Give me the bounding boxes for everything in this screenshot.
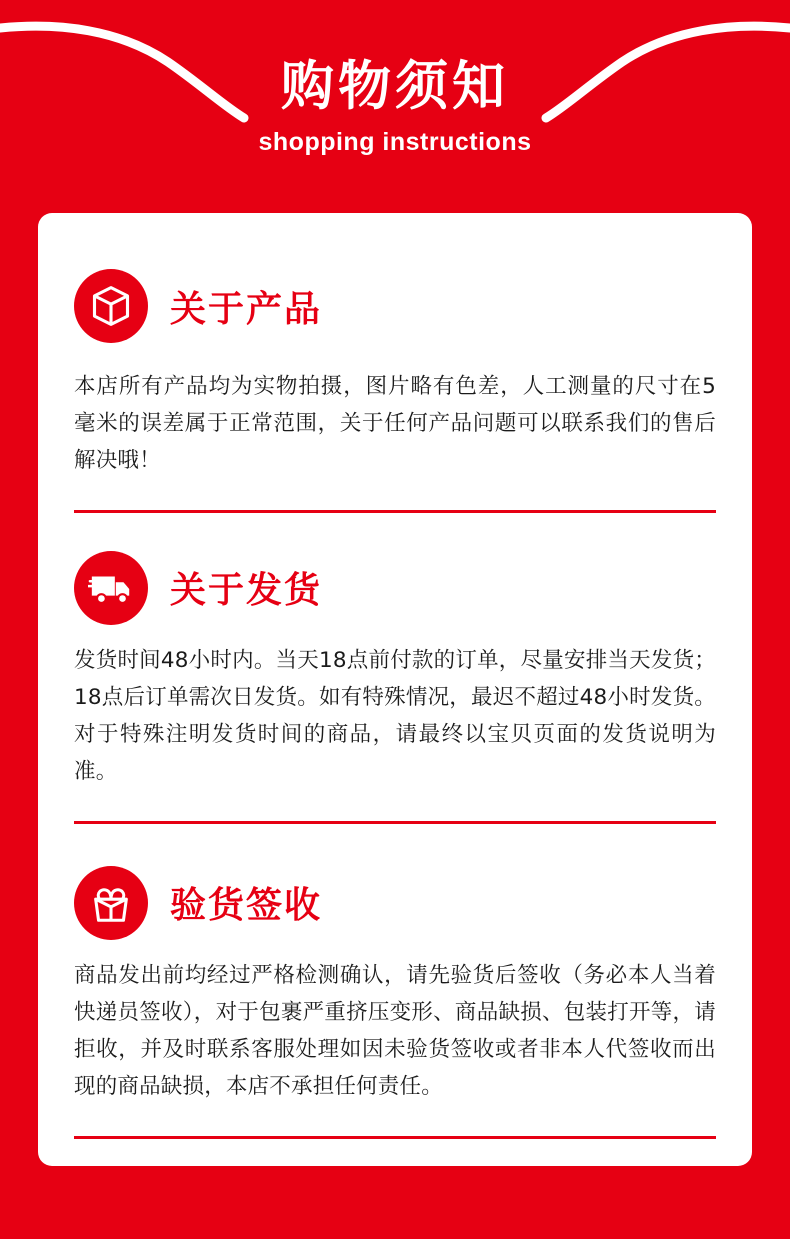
section-inspection-body: 商品发出前均经过严格检测确认，请先验货后签收（务必本人当着快递员签收），对于包裹严重挤压变形、商品缺损、包装打开等，请拒收，并及时联系客服处理如因未验货签收或者非本人代签收而出现的商品缺损，本店不承担任何责任。 bbox=[74, 962, 716, 1099]
section-inspection-header bbox=[74, 866, 716, 940]
section-inspection-title: 验货签收 bbox=[170, 885, 323, 927]
section-shipping-title: 关于发货 bbox=[170, 570, 323, 612]
section-shipping-header bbox=[74, 551, 716, 625]
instructions-card bbox=[38, 213, 752, 1166]
section-shipping-body: 发货时间48小时内。当天18点前付款的订单，尽量安排当天发货；18点后订单需次日发货。如有特殊情况，最迟不超过48小时发货。对于特殊注明发货时间的商品，请最终以宝贝页面的发货说明为准。 bbox=[74, 647, 716, 784]
section-product-header bbox=[74, 269, 716, 343]
truck-icon bbox=[74, 551, 148, 625]
section-inspection bbox=[38, 866, 752, 1106]
section-product bbox=[38, 213, 752, 480]
section-product-body: 本店所有产品均为实物拍摄，图片略有色差，人工测量的尺寸在5毫米的误差属于正常范围，关于任何产品问题可以联系我们的售后解决哦！ bbox=[74, 374, 716, 473]
page-subtitle: shopping instructions bbox=[258, 128, 532, 157]
box-icon bbox=[74, 269, 148, 343]
open-box-icon bbox=[74, 866, 148, 940]
section-shipping bbox=[38, 551, 752, 791]
page-title: 购物须知 bbox=[281, 56, 509, 117]
section-product-title: 关于产品 bbox=[170, 288, 323, 330]
page-header bbox=[0, 0, 790, 205]
